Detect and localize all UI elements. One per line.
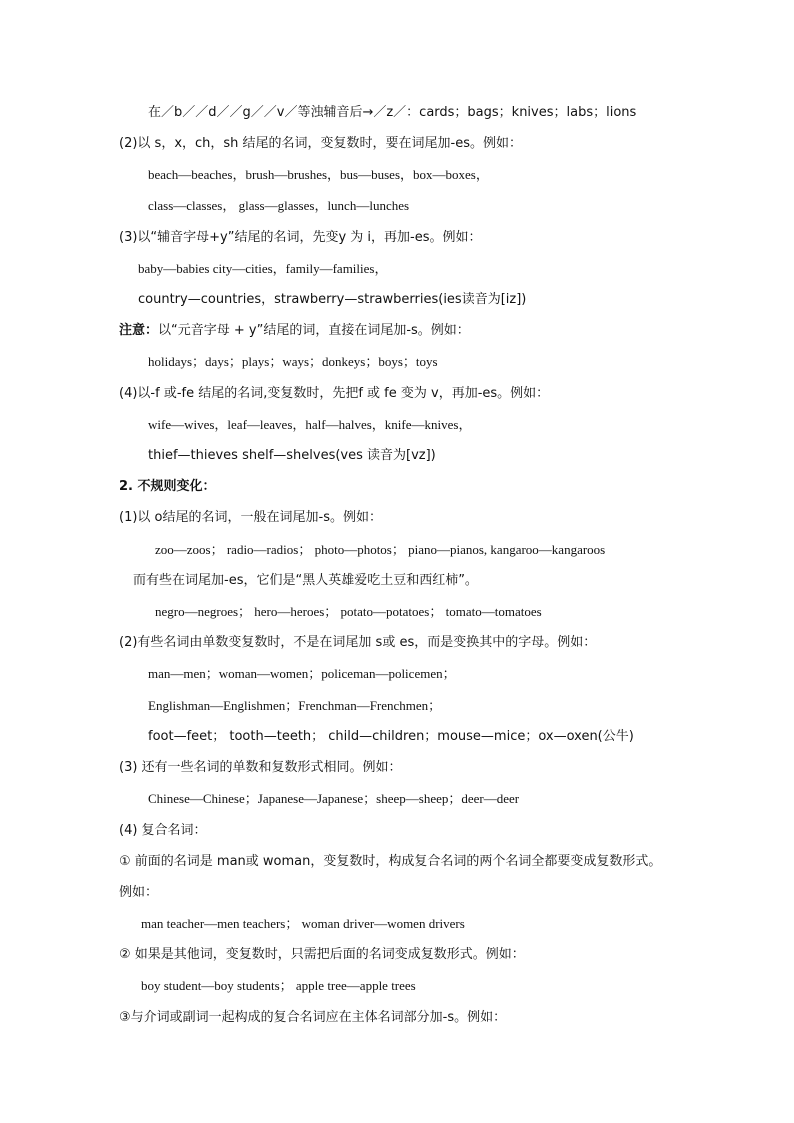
note-line xyxy=(119,322,470,340)
text-line-12: thief—thieves shelf—shelves(ves 读音为[vz]) xyxy=(148,448,436,463)
text-line-29: boy student—boy students； apple tree—apple trees xyxy=(141,978,416,993)
text-line-16: 而有些在词尾加-es，它们是“黑人英雄爱吃土豆和西红柿”。 xyxy=(133,573,478,588)
text-line-25: ① 前面的名词是 man或 woman，变复数时，构成复合名词的两个名词全都要变成复数形式。 xyxy=(119,854,662,869)
text-line-19: man—men；woman—women；policeman—policemen； xyxy=(148,666,456,681)
note-label: 注意： xyxy=(119,323,159,338)
text-line-23: Chinese—Chinese；Japanese—Japanese；sheep—sheep；deer—deer xyxy=(148,791,520,806)
note-text: 以“元音字母 + y”结尾的词，直接在词尾加-s。例如： xyxy=(158,323,470,338)
text-line-14: (1)以 o结尾的名词，一般在词尾加-s。例如： xyxy=(119,510,382,525)
text-line-27: man teacher—men teachers； woman driver—women drivers xyxy=(141,916,465,931)
text-line-9: holidays；days；plays；ways；donkeys；boys；toys xyxy=(148,354,438,369)
text-line-21: foot—feet； tooth—teeth； child—children；mouse—mice；ox—oxen(公牛) xyxy=(148,729,634,744)
text-line-20: Englishman—Englishmen；Frenchman—Frenchmen； xyxy=(148,698,442,713)
text-line-24: (4) 复合名词： xyxy=(119,823,207,838)
text-line-2: (2)以 s，x，ch，sh 结尾的名词，变复数时，要在词尾加-es。例如： xyxy=(119,136,523,151)
text-line-17: negro—negroes； hero—heroes； potato—potatoes； tomato—tomatoes xyxy=(155,604,542,619)
section-heading-2: 2. 不规则变化： xyxy=(119,479,216,494)
text-line-11: wife—wives，leaf—leaves，half—halves，knife—knives， xyxy=(148,417,472,432)
text-line-6: baby—babies city—cities，family—families， xyxy=(138,261,388,276)
text-line-3: beach—beaches，brush—brushes，bus—buses，box—boxes， xyxy=(148,167,489,182)
text-line-10: (4)以-f 或-fe 结尾的名词,变复数时，先把f 或 fe 变为 v，再加-es。例如： xyxy=(119,386,550,401)
text-line-7: country—countries，strawberry—strawberries(ies读音为[iz]) xyxy=(138,292,527,307)
text-line-26: 例如： xyxy=(119,885,159,900)
text-line-22: (3) 还有一些名词的单数和复数形式相同。例如： xyxy=(119,760,402,775)
text-line-28: ② 如果是其他词，变复数时，只需把后面的名词变成复数形式。例如： xyxy=(119,947,525,962)
text-line-18: (2)有些名词由单数变复数时，不是在词尾加 s或 es，而是变换其中的字母。例如： xyxy=(119,635,597,650)
text-line-15: zoo—zoos； radio—radios； photo—photos； piano—pianos, kangaroo—kangaroos xyxy=(155,542,606,557)
text-line-4: class—classes， glass—glasses，lunch—lunches xyxy=(148,198,410,213)
text-line-1: 在／b／／d／／g／／v／等浊辅音后→／z／：cards；bags；knives；labs；lions xyxy=(148,105,637,120)
text-line-5: (3)以“辅音字母+y”结尾的名词，先变y 为 i，再加-es。例如： xyxy=(119,230,482,245)
text-line-30: ③与介词或副词一起构成的复合名词应在主体名词部分加-s。例如： xyxy=(119,1010,507,1025)
